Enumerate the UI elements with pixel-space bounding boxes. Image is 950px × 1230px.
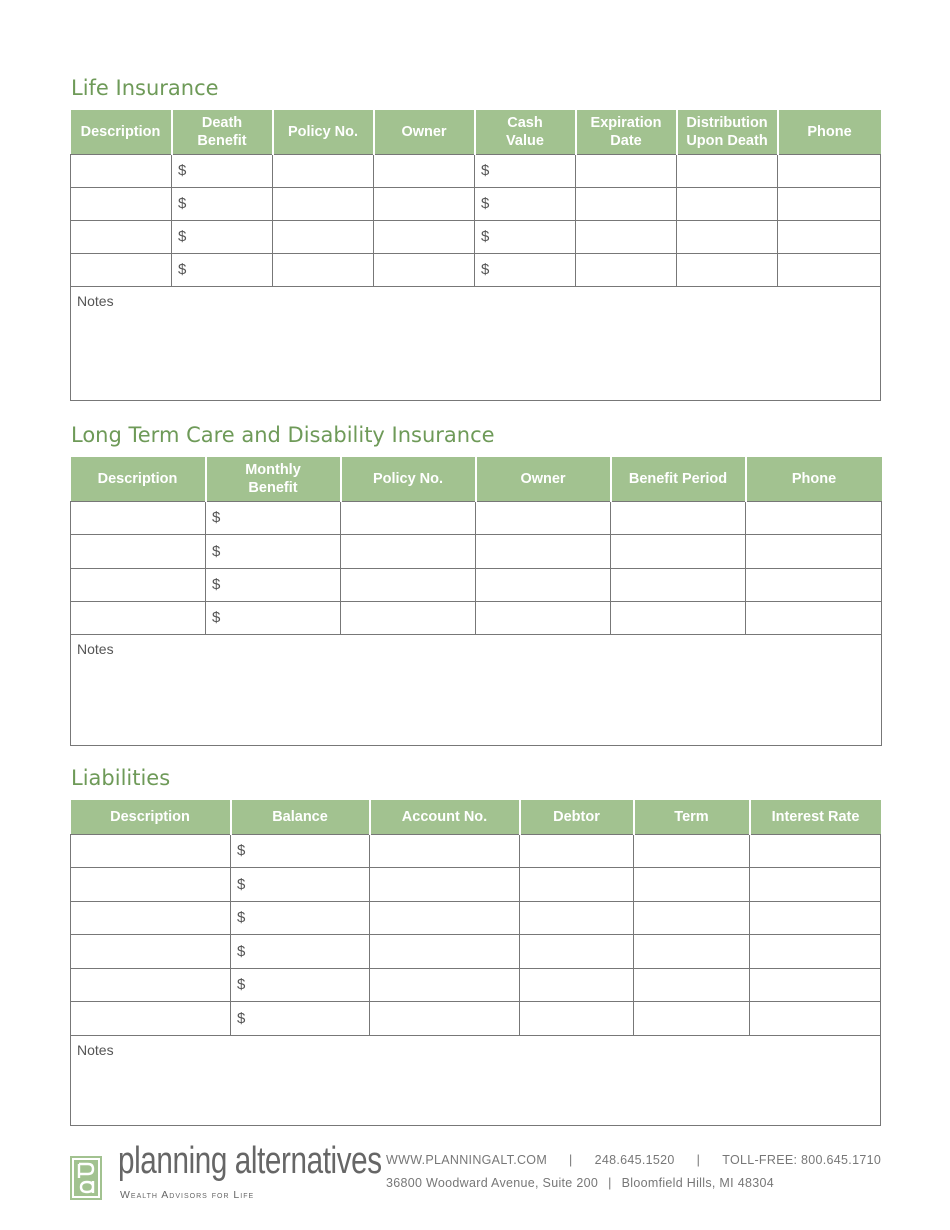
table-cell[interactable] bbox=[677, 253, 778, 286]
ltc-insurance-table bbox=[70, 457, 882, 746]
table-cell[interactable] bbox=[273, 253, 374, 286]
column-header: Term bbox=[634, 800, 750, 834]
table-cell[interactable] bbox=[374, 253, 475, 286]
table-cell[interactable] bbox=[634, 834, 750, 867]
currency-cell[interactable]: $ bbox=[475, 154, 576, 187]
notes-field[interactable]: Notes bbox=[71, 1035, 881, 1125]
currency-cell[interactable]: $ bbox=[206, 601, 341, 634]
city-address: Bloomfield Hills, MI 48304 bbox=[621, 1176, 774, 1190]
table-cell[interactable] bbox=[750, 934, 881, 968]
table-cell[interactable] bbox=[273, 220, 374, 253]
table-cell[interactable] bbox=[370, 968, 520, 1001]
table-cell[interactable] bbox=[778, 253, 881, 286]
table-cell[interactable] bbox=[520, 901, 634, 934]
table-cell[interactable] bbox=[746, 568, 882, 601]
table-cell[interactable] bbox=[71, 501, 206, 534]
table-row bbox=[71, 834, 881, 867]
table-cell[interactable] bbox=[611, 534, 746, 568]
table-cell[interactable] bbox=[71, 968, 231, 1001]
table-header-row bbox=[71, 457, 882, 501]
column-header: Death Benefit bbox=[172, 110, 273, 154]
table-cell[interactable] bbox=[677, 154, 778, 187]
table-row bbox=[71, 601, 882, 634]
table-cell[interactable] bbox=[71, 1001, 231, 1035]
currency-cell[interactable]: $ bbox=[172, 253, 273, 286]
notes-row bbox=[71, 634, 882, 745]
table-cell[interactable] bbox=[71, 253, 172, 286]
table-cell[interactable] bbox=[374, 187, 475, 220]
table-cell[interactable] bbox=[71, 901, 231, 934]
table-cell[interactable] bbox=[611, 568, 746, 601]
table-cell[interactable] bbox=[634, 1001, 750, 1035]
table-cell[interactable] bbox=[71, 187, 172, 220]
table-row bbox=[71, 534, 882, 568]
table-header-row bbox=[71, 110, 881, 154]
column-header: Monthly Benefit bbox=[206, 457, 341, 501]
column-header: Interest Rate bbox=[750, 800, 881, 834]
column-header: Policy No. bbox=[273, 110, 374, 154]
column-header: Phone bbox=[746, 457, 882, 501]
notes-row bbox=[71, 1035, 881, 1125]
currency-cell[interactable]: $ bbox=[231, 934, 370, 968]
table-cell[interactable] bbox=[71, 534, 206, 568]
column-header: Owner bbox=[374, 110, 475, 154]
table-cell[interactable] bbox=[341, 534, 476, 568]
notes-row bbox=[71, 286, 881, 400]
table-cell[interactable] bbox=[71, 934, 231, 968]
table-cell[interactable] bbox=[778, 154, 881, 187]
table-row bbox=[71, 934, 881, 968]
table-row bbox=[71, 501, 882, 534]
table-cell[interactable] bbox=[634, 934, 750, 968]
currency-cell[interactable]: $ bbox=[475, 253, 576, 286]
table-cell[interactable] bbox=[634, 867, 750, 901]
table-cell[interactable] bbox=[778, 187, 881, 220]
table-row bbox=[71, 1001, 881, 1035]
table-cell[interactable] bbox=[374, 220, 475, 253]
table-cell[interactable] bbox=[778, 220, 881, 253]
currency-cell[interactable]: $ bbox=[475, 187, 576, 220]
table-cell[interactable] bbox=[746, 534, 882, 568]
table-cell[interactable] bbox=[611, 501, 746, 534]
currency-cell[interactable]: $ bbox=[475, 220, 576, 253]
currency-cell[interactable]: $ bbox=[172, 187, 273, 220]
table-cell[interactable] bbox=[71, 601, 206, 634]
currency-cell[interactable]: $ bbox=[231, 901, 370, 934]
table-cell[interactable] bbox=[634, 968, 750, 1001]
table-cell[interactable] bbox=[576, 154, 677, 187]
table-cell[interactable] bbox=[476, 601, 611, 634]
column-header: Description bbox=[71, 800, 231, 834]
table-cell[interactable] bbox=[71, 220, 172, 253]
table-cell[interactable] bbox=[273, 154, 374, 187]
currency-cell[interactable]: $ bbox=[231, 1001, 370, 1035]
table-cell[interactable] bbox=[370, 867, 520, 901]
table-row bbox=[71, 968, 881, 1001]
currency-cell[interactable]: $ bbox=[172, 220, 273, 253]
column-header: Description bbox=[71, 110, 172, 154]
notes-field[interactable]: Notes bbox=[71, 634, 882, 745]
column-header: Benefit Period bbox=[611, 457, 746, 501]
table-cell[interactable] bbox=[677, 220, 778, 253]
table-row bbox=[71, 154, 881, 187]
table-cell[interactable] bbox=[576, 253, 677, 286]
table-row bbox=[71, 253, 881, 286]
table-row bbox=[71, 568, 882, 601]
table-cell[interactable] bbox=[341, 601, 476, 634]
table-cell[interactable] bbox=[476, 534, 611, 568]
table-cell[interactable] bbox=[370, 901, 520, 934]
column-header: Expiration Date bbox=[576, 110, 677, 154]
table-cell[interactable] bbox=[341, 501, 476, 534]
table-cell[interactable] bbox=[520, 1001, 634, 1035]
table-cell[interactable] bbox=[370, 1001, 520, 1035]
table-cell[interactable] bbox=[520, 834, 634, 867]
table-cell[interactable] bbox=[746, 601, 882, 634]
table-cell[interactable] bbox=[71, 867, 231, 901]
table-cell[interactable] bbox=[750, 867, 881, 901]
column-header: Phone bbox=[778, 110, 881, 154]
column-header: Balance bbox=[231, 800, 370, 834]
contact-line-address bbox=[386, 1176, 774, 1190]
street-address: 36800 Woodward Avenue, Suite 200 bbox=[386, 1176, 599, 1190]
table-row bbox=[71, 867, 881, 901]
table-cell[interactable] bbox=[341, 568, 476, 601]
table-row bbox=[71, 220, 881, 253]
column-header: Cash Value bbox=[475, 110, 576, 154]
table-cell[interactable] bbox=[374, 154, 475, 187]
table-cell[interactable] bbox=[634, 901, 750, 934]
currency-cell[interactable]: $ bbox=[206, 534, 341, 568]
table-cell[interactable] bbox=[71, 568, 206, 601]
table-cell[interactable] bbox=[750, 968, 881, 1001]
life-insurance-title: Life Insurance bbox=[71, 76, 219, 100]
table-cell[interactable] bbox=[576, 220, 677, 253]
separator: | bbox=[696, 1153, 701, 1167]
phone-number[interactable]: 248.645.1520 bbox=[594, 1153, 675, 1167]
brand-name: planning alternatives bbox=[118, 1140, 382, 1182]
table-cell[interactable] bbox=[273, 187, 374, 220]
currency-cell[interactable]: $ bbox=[172, 154, 273, 187]
table-cell[interactable] bbox=[611, 601, 746, 634]
website-link[interactable]: WWW.PLANNINGALT.COM bbox=[386, 1153, 548, 1167]
table-cell[interactable] bbox=[576, 187, 677, 220]
currency-cell[interactable]: $ bbox=[206, 501, 341, 534]
separator: | bbox=[569, 1153, 573, 1167]
currency-cell[interactable]: $ bbox=[231, 968, 370, 1001]
currency-cell[interactable]: $ bbox=[231, 867, 370, 901]
column-header: Policy No. bbox=[341, 457, 476, 501]
table-row bbox=[71, 901, 881, 934]
table-cell[interactable] bbox=[476, 568, 611, 601]
table-cell[interactable] bbox=[520, 934, 634, 968]
table-cell[interactable] bbox=[520, 867, 634, 901]
column-header: Debtor bbox=[520, 800, 634, 834]
column-header: Distribution Upon Death bbox=[677, 110, 778, 154]
column-header: Account No. bbox=[370, 800, 520, 834]
table-cell[interactable] bbox=[71, 834, 231, 867]
column-header: Description bbox=[71, 457, 206, 501]
notes-field[interactable]: Notes bbox=[71, 286, 881, 400]
ltc-insurance-title: Long Term Care and Disability Insurance bbox=[71, 423, 495, 447]
table-cell[interactable] bbox=[520, 968, 634, 1001]
life-insurance-table bbox=[70, 110, 881, 401]
contact-line-primary bbox=[386, 1153, 881, 1167]
table-cell[interactable] bbox=[370, 834, 520, 867]
table-cell[interactable] bbox=[476, 501, 611, 534]
table-row bbox=[71, 187, 881, 220]
brand-tagline: Wealth Advisors for Life bbox=[120, 1189, 255, 1201]
liabilities-table bbox=[70, 800, 881, 1126]
separator: | bbox=[608, 1176, 612, 1190]
currency-cell[interactable]: $ bbox=[231, 834, 370, 867]
planning-alternatives-logo-icon bbox=[70, 1156, 102, 1200]
table-cell[interactable] bbox=[71, 154, 172, 187]
table-cell[interactable] bbox=[370, 934, 520, 968]
column-header: Owner bbox=[476, 457, 611, 501]
liabilities-title: Liabilities bbox=[71, 766, 171, 790]
table-cell[interactable] bbox=[750, 834, 881, 867]
currency-cell[interactable]: $ bbox=[206, 568, 341, 601]
table-cell[interactable] bbox=[750, 1001, 881, 1035]
tollfree-number[interactable]: TOLL-FREE: 800.645.1710 bbox=[722, 1153, 882, 1167]
table-cell[interactable] bbox=[750, 901, 881, 934]
table-cell[interactable] bbox=[746, 501, 882, 534]
table-cell[interactable] bbox=[677, 187, 778, 220]
table-header-row bbox=[71, 800, 881, 834]
